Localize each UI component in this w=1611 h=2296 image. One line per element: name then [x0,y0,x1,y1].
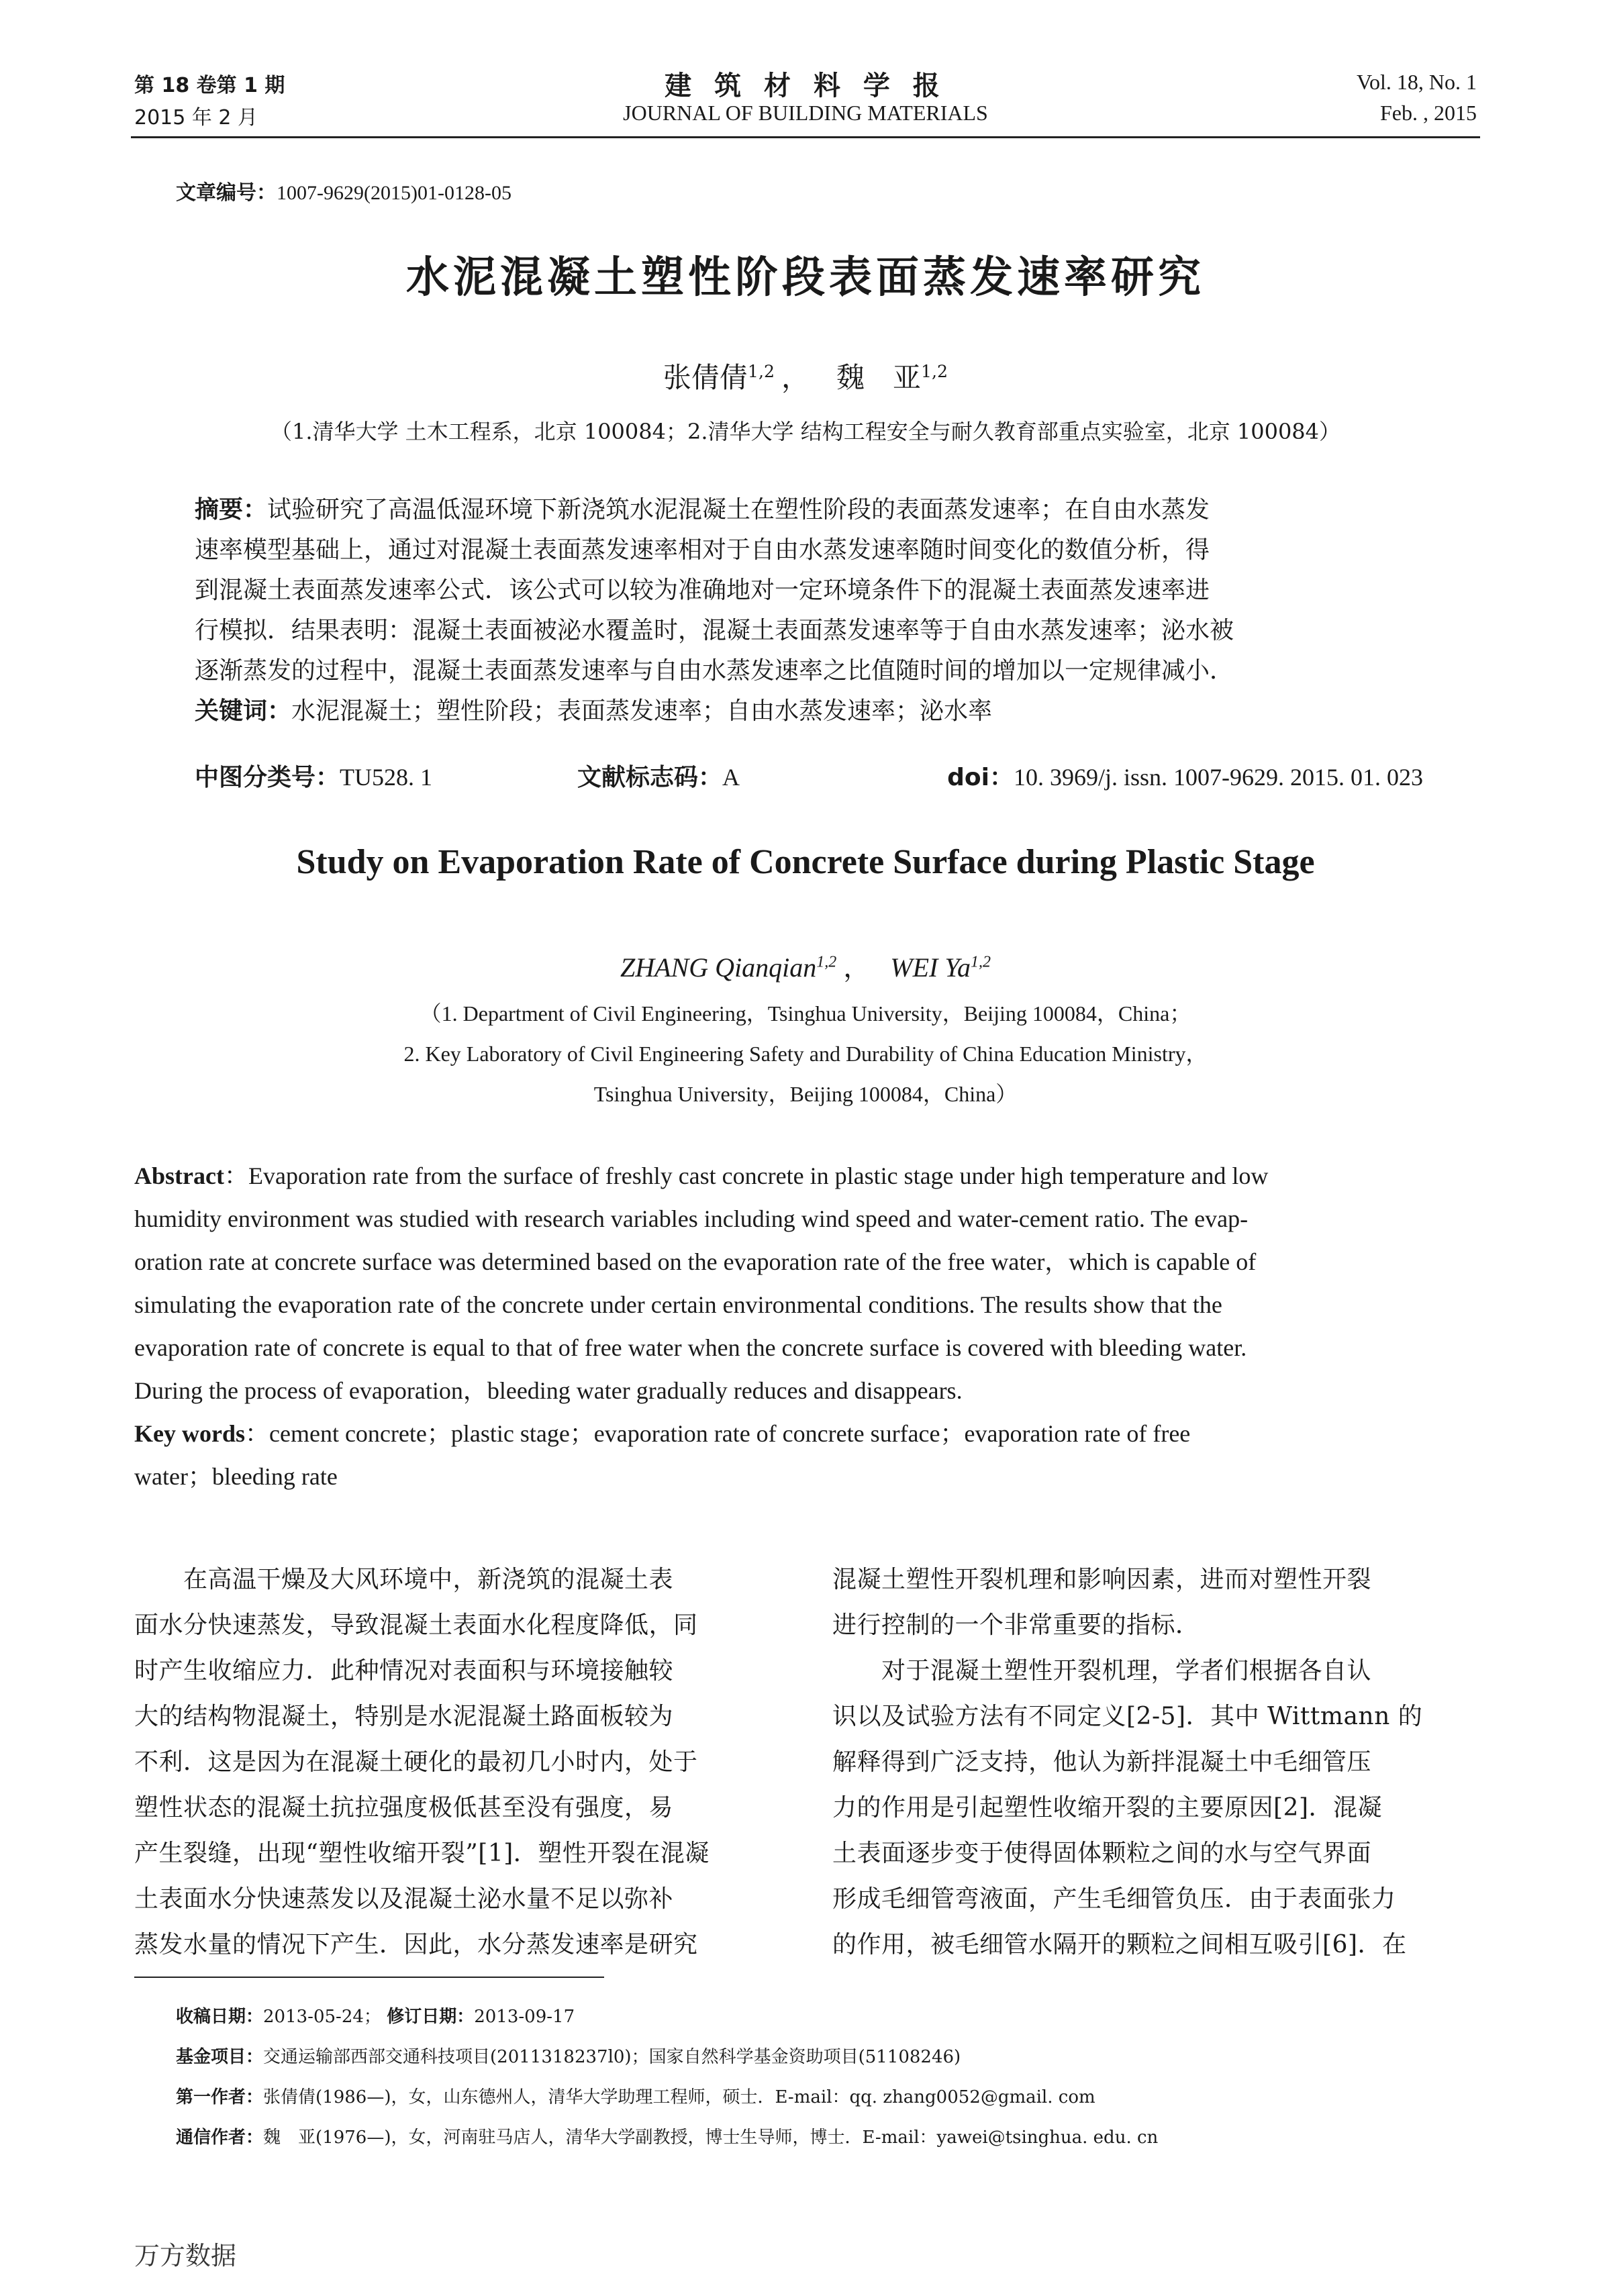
footnote-received [176,1997,1158,2037]
body-line: 力的作用是引起塑性收缩开裂的主要原因[2]．混凝 [832,1794,1382,1821]
abstract-en-line: evaporation rate of concrete is equal to that of free water when the concrete surface is covered with bleeding water. [134,1334,1247,1361]
author-cn-1: 张倩倩 [663,361,748,394]
abstract-cn-line: 行模拟．结果表明：混凝土表面被泌水覆盖时，混凝土表面蒸发速率等于自由水蒸发速率；泌水被 [195,617,1234,644]
author-en-1: ZHANG Qianqian [620,952,817,983]
abstract-cn-line: 逐渐蒸发的过程中，混凝土表面蒸发速率与自由水蒸发速率之比值随时间的增加以一定规律减小． [195,657,1234,685]
header-rule [131,136,1480,138]
body-line: 解释得到广泛支持，他认为新拌混凝土中毛细管压 [832,1748,1372,1776]
article-id-label: 文章编号： [176,181,277,205]
clc-label: 中图分类号： [195,764,340,791]
affiliation-en-line: 2. Key Laboratory of Civil Engineering Safety and Durability of China Education Ministry， [403,1042,1208,1066]
body-column-left [134,1557,792,1968]
footnote-rule [134,1977,604,1978]
abstract-en [134,1154,1477,1498]
abstract-cn [195,490,1423,732]
received-label: 收稿日期： [176,2007,264,2027]
journal-title-cn: 建 筑 材 料 学 报 [665,70,946,101]
keywords-cn-value: 水泥混凝土；塑性阶段；表面蒸发速率；自由水蒸发速率；泌水率 [291,697,993,725]
corr-author-value: 魏 亚(1976—)，女，河南驻马店人，清华大学副教授，博士生导师，博士．E-mail：yawei@tsinghua. edu. cn [263,2128,1159,2148]
body-line: 时产生收缩应力．此种情况对表面积与环境接触较 [134,1657,674,1685]
volume-cn: 第 18 卷第 1 期 [134,74,285,97]
watermark: 万方数据 [134,2241,237,2270]
author-en-2: WEI Ya [890,952,971,983]
received-value: 2013-05-24； [263,2007,381,2027]
footnote-first-author [176,2077,1158,2117]
clc-value: TU528. 1 [340,764,433,791]
abstract-en-colon: ： [224,1162,248,1189]
doi [947,758,1423,793]
corr-author-label: 通信作者： [176,2128,264,2148]
abstract-en-line: simulating the evaporation rate of the concrete under certain environmental conditions. The results show that the [134,1291,1222,1318]
footnote-fund [176,2037,1158,2077]
author-cn-1-affil: 1,2 [747,362,775,381]
footnotes [176,1997,1158,2158]
date-cn: 2015 年 2 月 [134,106,258,130]
body-line: 产生裂缝，出现“塑性收缩开裂”[1]．塑性开裂在混凝 [134,1840,710,1867]
authors-cn [0,356,1611,396]
first-author-value: 张倩倩(1986—)，女，山东德州人，清华大学助理工程师，硕士．E-mail：qq. zhang0052@gmail. com [263,2087,1095,2107]
affiliation-en-line: Tsinghua University，Beijing 100084，China） [593,1082,1018,1106]
doc-value: A [722,764,740,791]
volume-en: Vol. 18, No. 1 [1357,70,1477,94]
first-author-label: 第一作者： [176,2087,264,2107]
fund-value: 交通运输部西部交通科技项目(2011318237l0)；国家自然科学基金资助项目(51108246) [263,2047,961,2067]
revised-label: 修订日期： [387,2007,475,2027]
journal-title-en: JOURNAL OF BUILDING MATERIALS [623,101,988,125]
keywords-cn-label: 关键词： [195,697,292,725]
abstract-en-line: oration rate at concrete surface was determined based on the evaporation rate of the free water，which is capable of [134,1248,1257,1275]
author-en-2-affil: 1,2 [970,953,991,971]
body-line: 识以及试验方法有不同定义[2-5]．其中 Wittmann 的 [832,1703,1423,1730]
clc-code [195,758,432,793]
article-id [176,176,511,205]
body-line: 的作用，被毛细管水隔开的颗粒之间相互吸引[6]．在 [832,1931,1407,1958]
body-line: 土表面水分快速蒸发以及混凝土泌水量不足以弥补 [134,1885,674,1913]
abstract-en-line: During the process of evaporation，bleeding water gradually reduces and disappears. [134,1377,963,1404]
body-line: 蒸发水量的情况下产生．因此，水分蒸发速率是研究 [134,1931,698,1958]
authors-en [0,946,1611,985]
doc-label: 文献标志码： [577,764,723,791]
title-en: Study on Evaporation Rate of Concrete Surface during Plastic Stage [296,843,1315,881]
keywords-en-line: water；bleeding rate [134,1463,338,1490]
keywords-en-line: cement concrete；plastic stage；evaporation rate of concrete surface；evaporation rate of free [269,1420,1191,1447]
date-en: Feb. , 2015 [1380,101,1477,125]
abstract-en-line: Evaporation rate from the surface of freshly cast concrete in plastic stage under high temperature and low [248,1162,1269,1189]
doi-label: doi： [947,764,1014,791]
body-line: 对于混凝土塑性开裂机理，学者们根据各自认 [832,1657,1372,1685]
title-cn: 水泥混凝土塑性阶段表面蒸发速率研究 [406,253,1205,303]
body-line: 塑性状态的混凝土抗拉强度极低甚至没有强度，易 [134,1794,674,1821]
doi-value: 10. 3969/j. issn. 1007-9629. 2015. 01. 023 [1013,764,1423,791]
body-column-right [832,1557,1490,1968]
body-line: 土表面逐步变于使得固体颗粒之间的水与空气界面 [832,1840,1372,1867]
abstract-en-line: humidity environment was studied with research variables including wind speed and water-cement ratio. The evap- [134,1205,1249,1232]
abstract-cn-line: 速率模型基础上，通过对混凝土表面蒸发速率相对于自由水蒸发速率随时间变化的数值分析，得 [195,536,1210,564]
author-cn-2-affil: 1,2 [921,362,948,381]
affiliation-en [0,993,1611,1114]
article-id-value: 1007-9629(2015)01-0128-05 [277,182,511,204]
body-line: 进行控制的一个非常重要的指标． [832,1611,1200,1639]
affiliation-en-line: （1. Department of Civil Engineering，Tsinghua University，Beijing 100084，China； [420,1001,1191,1026]
body-line: 大的结构物混凝土，特别是水泥混凝土路面板较为 [134,1703,674,1730]
doc-code [577,758,740,793]
affiliation-cn: （1.清华大学 土木工程系，北京 100084；2.清华大学 结构工程安全与耐久教育部重点实验室，北京 100084） [270,419,1341,444]
author-en-1-affil: 1,2 [816,953,837,971]
body-line: 面水分快速蒸发，导致混凝土表面水化程度降低，同 [134,1611,698,1639]
body-line: 不利．这是因为在混凝土硬化的最初几小时内，处于 [134,1748,698,1776]
abstract-cn-label: 摘要： [195,496,268,523]
abstract-en-label: Abstract [134,1162,224,1189]
keywords-en-label: Key words [134,1420,245,1447]
body-line: 在高温干燥及大风环境中，新浇筑的混凝土表 [134,1566,674,1593]
author-en-sep: ， [843,952,871,983]
body-line: 混凝土塑性开裂机理和影响因素，进而对塑性开裂 [832,1566,1372,1593]
body-line: 形成毛细管弯液面，产生毛细管负压．由于表面张力 [832,1885,1396,1913]
fund-label: 基金项目： [176,2047,264,2067]
revised-value: 2013-09-17 [474,2007,575,2027]
abstract-cn-line: 试验研究了高温低湿环境下新浇筑水泥混凝土在塑性阶段的表面蒸发速率；在自由水蒸发 [267,496,1210,523]
author-cn-sep: ， [781,361,810,394]
author-cn-2: 魏 亚 [836,361,922,394]
keywords-en-colon: ： [245,1420,270,1447]
footnote-corresponding-author [176,2117,1158,2158]
abstract-cn-line: 到混凝土表面蒸发速率公式．该公式可以较为准确地对一定环境条件下的混凝土表面蒸发速率进 [195,577,1210,604]
